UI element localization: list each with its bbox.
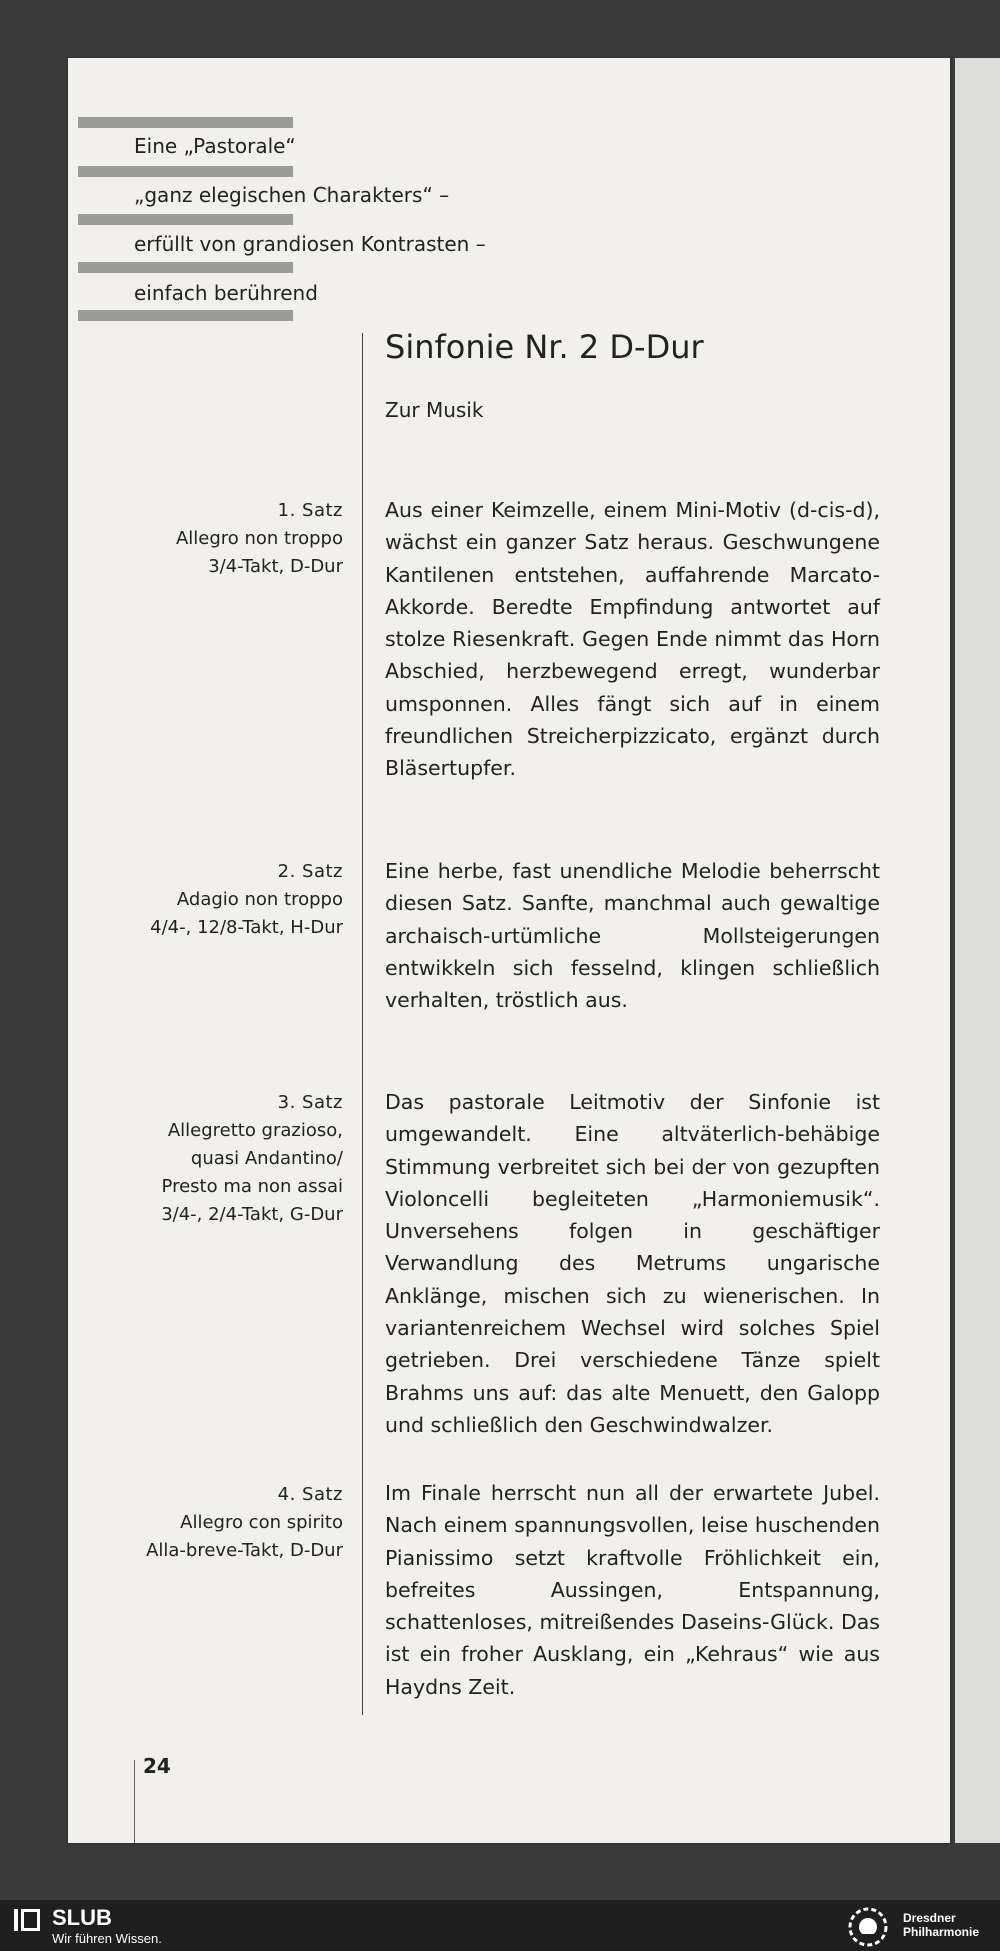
decor-bar bbox=[78, 117, 293, 128]
movement-tempo: 3/4-, 2/4-Takt, G-Dur bbox=[161, 1204, 343, 1225]
movement-tempo: Alla-breve-Takt, D-Dur bbox=[146, 1540, 343, 1561]
movement-tempo: 4/4-, 12/8-Takt, H-Dur bbox=[150, 917, 343, 938]
intro-line: „ganz elegischen Charakters“ – bbox=[134, 183, 450, 207]
movement-1-meta bbox=[176, 497, 343, 581]
slub-logo-icon bbox=[14, 1909, 40, 1931]
movement-2-meta bbox=[150, 858, 343, 942]
movement-label: 4. Satz bbox=[277, 1484, 343, 1505]
movement-tempo: Adagio non troppo bbox=[176, 889, 343, 910]
movement-tempo: Allegro non troppo bbox=[175, 528, 343, 549]
movement-tempo: Allegro con spirito bbox=[180, 1512, 343, 1533]
column-divider bbox=[362, 333, 363, 1715]
philharmonie-name-line: Dresdner bbox=[903, 1911, 956, 1925]
movement-label: 3. Satz bbox=[277, 1092, 343, 1113]
movement-3-text: Das pastorale Leitmotiv der Sinfonie ist umgewandelt. Eine altväterlich-behäbige Stimmung verbreitet sich bei der von gezupften Violoncelli begleiteten „Harmoniemusik“. Unversehens folgen in geschäftiger Verwandlung des Metrums ungarische Anklänge, mischen sich zu wienerischen. In variantenreichem Wechsel wird solches Spiel getrieben. Drei verschiedene Tänze spielt Brahms uns auf: das alte Menuett, den Galopp und schließlich den Geschwindwalzer. bbox=[385, 1090, 880, 1437]
decor-bar bbox=[78, 310, 293, 321]
next-page-edge bbox=[955, 58, 1000, 1843]
movement-tempo: Presto ma non assai bbox=[161, 1176, 343, 1197]
intro-line: einfach berührend bbox=[134, 281, 318, 305]
movement-tempo: Allegretto grazioso, bbox=[167, 1120, 343, 1141]
movement-3-meta bbox=[161, 1089, 343, 1229]
intro-line: erfüllt von grandiosen Kontrasten – bbox=[134, 232, 486, 256]
movement-2-text: Eine herbe, fast unendliche Melodie beherrscht diesen Satz. Sanfte, manchmal auch gewaltige archaisch-urtümliche Mollsteigerungen entwikkeln sich fesselnd, klingen schließlich verhalten, tröstlich aus. bbox=[385, 859, 880, 1013]
page-title: Sinfonie Nr. 2 D-Dur bbox=[385, 328, 704, 366]
intro-line: Eine „Pastorale“ bbox=[134, 134, 296, 158]
philharmonie-logo-icon bbox=[843, 1906, 893, 1948]
movement-tempo: quasi Andantino/ bbox=[190, 1148, 343, 1169]
movement-4-meta bbox=[146, 1481, 343, 1565]
philharmonie-name[interactable] bbox=[903, 1911, 979, 1939]
movement-1-text: Aus einer Keimzelle, einem Mini-Motiv (d-cis-d), wächst ein ganzer Satz heraus. Geschwungene Kantilenen entstehen, auffahrende Marcato-Akkorde. Beredte Empfindung antwortet auf stolze Riesenkraft. Gegen Ende nimmt das Horn Abschied, herzbewegend erregt, wunderbar umsponnen. Alles fängt sich auf in einem freundlichen Streicherpizzicato, ergänzt durch Bläsertupfer. bbox=[385, 498, 880, 781]
page-number: 24 bbox=[143, 1754, 171, 1778]
page-number-rule bbox=[134, 1760, 135, 1843]
page-subtitle: Zur Musik bbox=[385, 398, 484, 422]
slub-tagline: Wir führen Wissen. bbox=[52, 1931, 162, 1946]
decor-bar bbox=[78, 262, 293, 273]
movement-4-text: Im Finale herrscht nun all der erwartete Jubel. Nach einem spannungsvollen, leise huschenden Pianissimo setzt kraftvolle Fröhlichkeit ein, befreites Aussingen, Entspannung, schattenloses, mitreißendes Daseins-Glück. Das ist ein froher Ausklang, ein „Kehraus“ wie aus Haydns Zeit. bbox=[385, 1481, 880, 1699]
slub-name[interactable]: SLUB bbox=[52, 1905, 112, 1930]
movement-label: 1. Satz bbox=[277, 500, 343, 521]
philharmonie-name-line: Philharmonie bbox=[903, 1925, 980, 1939]
decor-bar bbox=[78, 166, 293, 177]
movement-label: 2. Satz bbox=[277, 861, 343, 882]
decor-bar bbox=[78, 214, 293, 225]
movement-tempo: 3/4-Takt, D-Dur bbox=[208, 556, 343, 577]
